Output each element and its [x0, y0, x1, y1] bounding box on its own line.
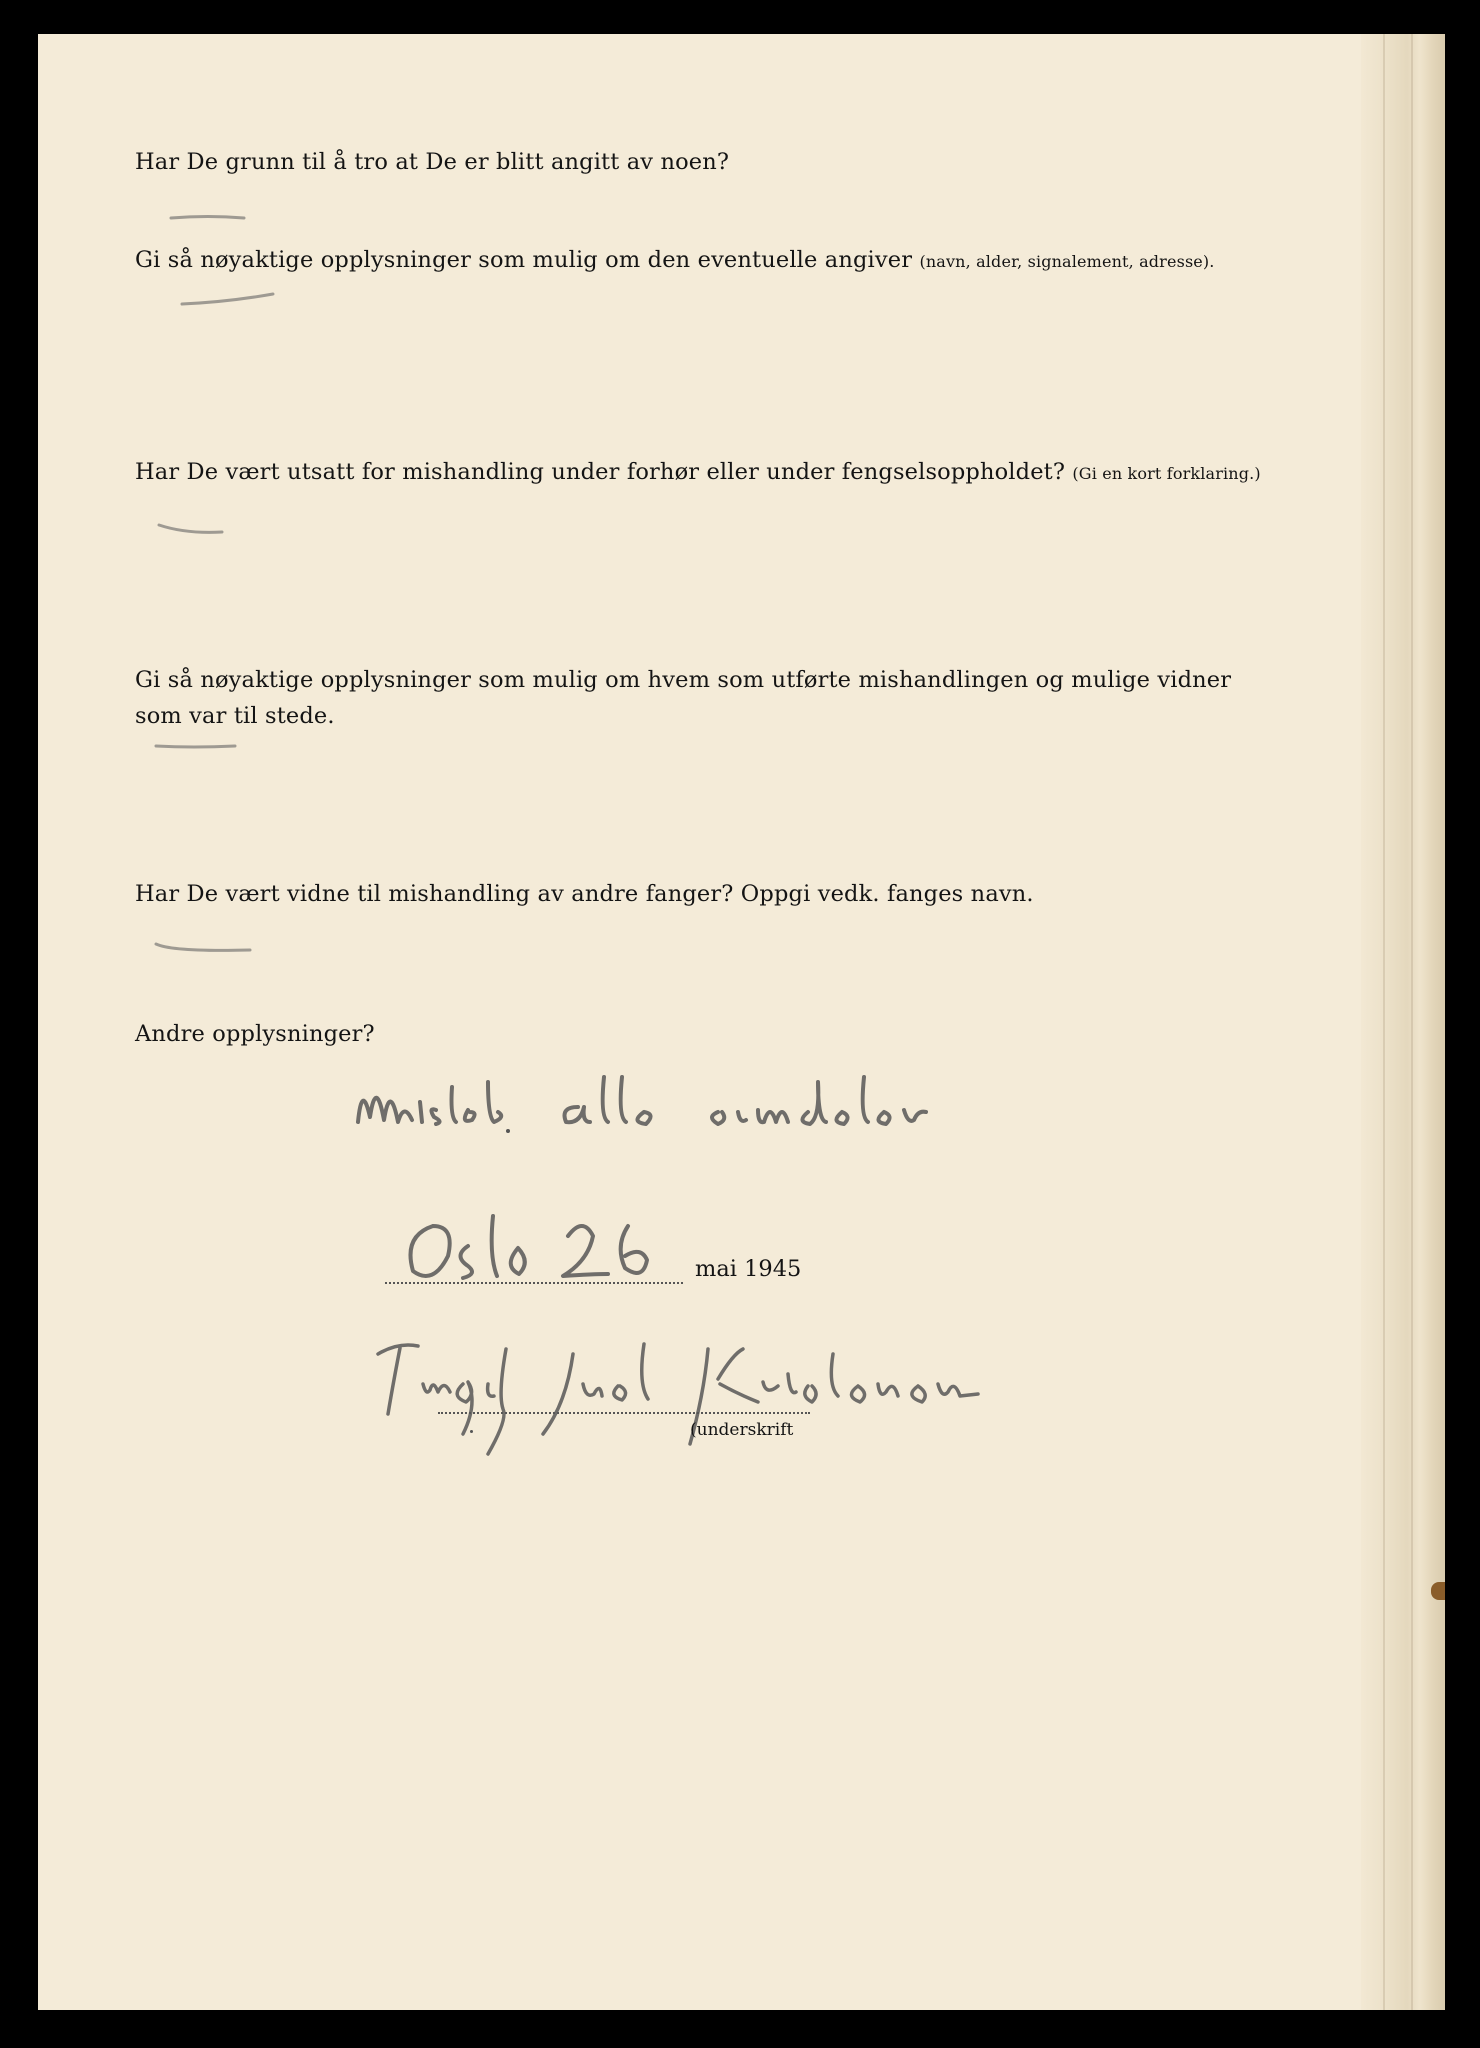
- ink-dot-2: [470, 1430, 473, 1433]
- question-5: [135, 876, 1034, 912]
- signature-label: (underskrift: [690, 1420, 794, 1440]
- question-6: [135, 1016, 375, 1052]
- question-1-text: Har De grunn til å tro at De er blitt angitt av noen?: [135, 149, 730, 175]
- answer-dash-2: [178, 290, 278, 310]
- question-4: [135, 662, 1231, 734]
- question-2: [135, 242, 1215, 280]
- question-4-line-1: Gi så nøyaktige opplysninger som mulig om hvem som utførte mishandlingen og mulige vidner: [135, 667, 1232, 693]
- date-printed-suffix: mai 1945: [695, 1256, 802, 1282]
- handwritten-place-day: [393, 1186, 693, 1296]
- question-6-text: Andre opplysninger?: [135, 1021, 375, 1047]
- answer-dash-1: [168, 212, 248, 224]
- question-2-note: (navn, alder, signalement, adresse).: [919, 252, 1215, 271]
- document-page: [38, 34, 1445, 2010]
- signature-dotted-line: [438, 1412, 810, 1414]
- handwritten-answer: [348, 1062, 1008, 1172]
- question-4-line-2: som var til stede.: [135, 703, 335, 729]
- answer-dash-5: [153, 940, 253, 956]
- answer-dash-4: [153, 740, 238, 752]
- handwritten-signature: [338, 1324, 1168, 1474]
- ink-dot: [506, 1129, 510, 1133]
- question-1: [135, 144, 729, 180]
- question-3: [135, 454, 1261, 492]
- question-5-text: Har De vært vidne til mishandling av andre fanger? Oppgi vedk. fanges navn.: [135, 881, 1034, 907]
- question-3-note: (Gi en kort forklaring.): [1072, 464, 1261, 483]
- question-3-text: Har De vært utsatt for mishandling under forhør eller under fengselsoppholdet?: [135, 459, 1066, 485]
- date-dotted-line: [385, 1282, 683, 1284]
- page-tab-marker: [1431, 1582, 1445, 1600]
- page-fold-edge: [1361, 34, 1445, 2010]
- question-2-text: Gi så nøyaktige opplysninger som mulig om den eventuelle angiver: [135, 247, 913, 273]
- answer-dash-3: [156, 522, 226, 538]
